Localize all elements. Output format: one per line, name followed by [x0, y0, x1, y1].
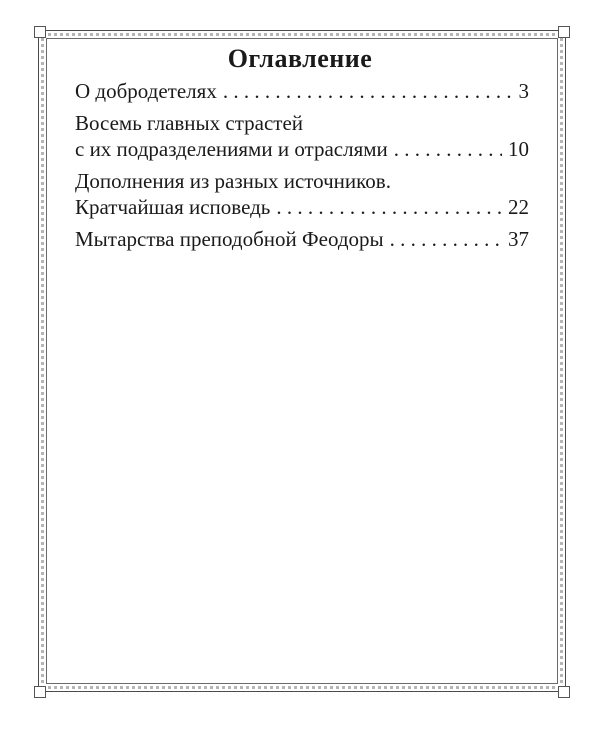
- toc-entry-title: Дополнения из разных источников.: [75, 169, 391, 193]
- toc-entry-row: [75, 194, 529, 220]
- frame-corner-ornament: [558, 26, 570, 38]
- toc-entry[interactable]: [75, 168, 529, 220]
- toc-page-number: 10: [508, 137, 529, 161]
- dot-leader: [276, 194, 502, 220]
- toc-entry-row: [75, 136, 529, 162]
- toc-entry-title: О добродетелях: [75, 79, 217, 103]
- dot-leader: [394, 136, 502, 162]
- dot-leader: [390, 226, 502, 252]
- toc-entry[interactable]: [75, 226, 529, 252]
- toc-entry-title-continued: Кратчайшая исповедь: [75, 195, 271, 219]
- toc-title: Оглавление: [227, 44, 373, 73]
- toc-entry-row: [75, 226, 529, 252]
- toc-entry-title: Мытарства преподобной Феодоры: [75, 227, 384, 251]
- toc-entry-title: Восемь главных страстей: [75, 111, 304, 135]
- toc-page-number: 22: [508, 195, 529, 219]
- toc-page-number: 3: [518, 79, 529, 103]
- frame-corner-ornament: [34, 686, 46, 698]
- toc-entry[interactable]: [75, 78, 529, 104]
- toc-page-number: 37: [508, 227, 529, 251]
- toc-entry[interactable]: [75, 110, 529, 162]
- toc-entry-title-continued: с их подразделениями и отраслями: [75, 137, 388, 161]
- frame-corner-ornament: [34, 26, 46, 38]
- toc-entry-row: [75, 78, 529, 104]
- table-of-contents: [75, 78, 529, 258]
- dot-leader: [223, 78, 513, 104]
- frame-corner-ornament: [558, 686, 570, 698]
